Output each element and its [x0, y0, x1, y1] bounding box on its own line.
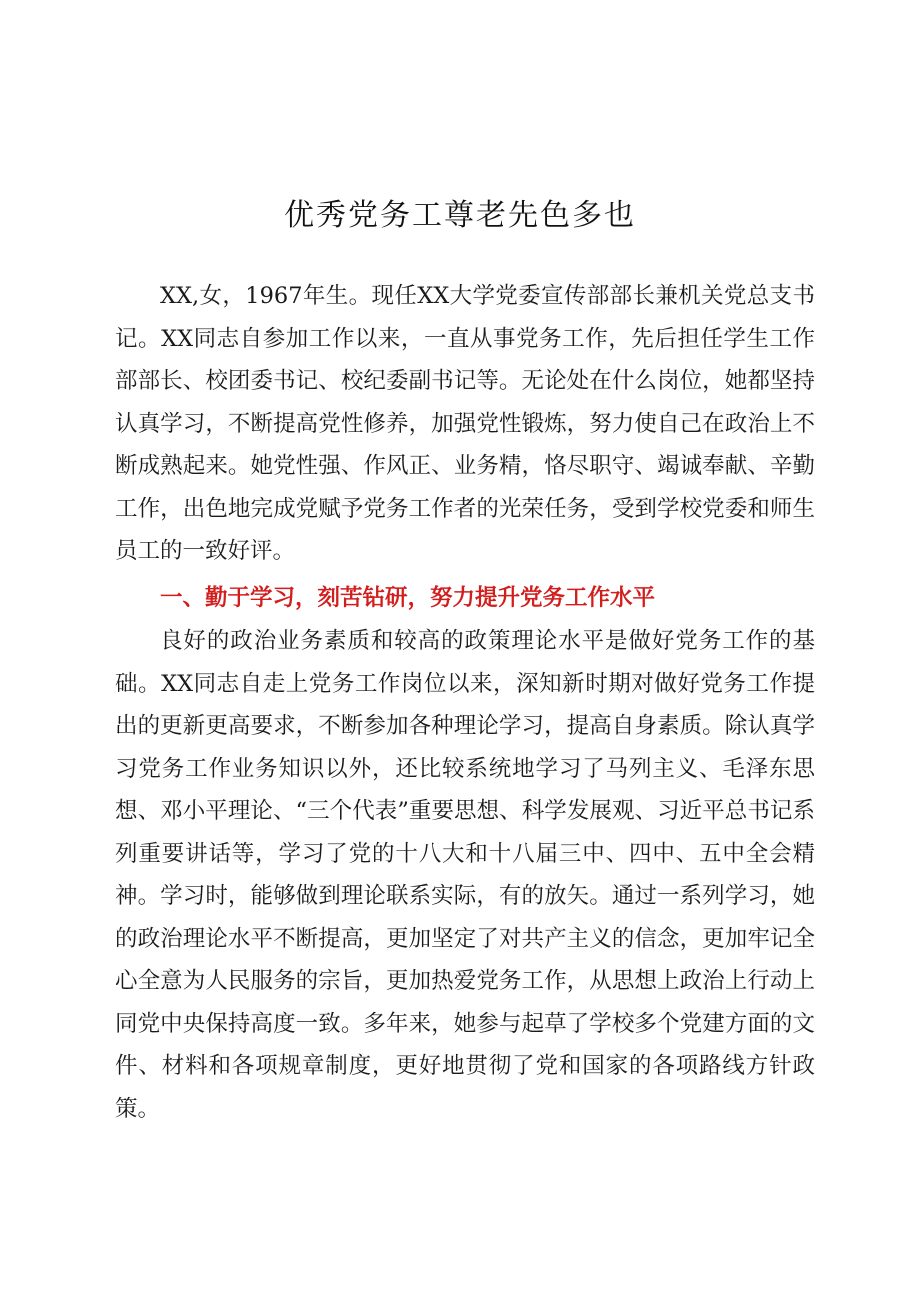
intro-paragraph: XX,女，1967年生。现任XX大学党委宣传部部长兼机关党总支书记。XX同志自参加工作以来，一直从事党务工作，先后担任学生工作部部长、校团委书记、校纪委副书记等。无论处在什么岗位，她都坚持认真学习，不断提高党性修养，加强党性锻炼，努力使自己在政治上不断成熟起来。她党性强、作风正、业务精，恪尽职守、竭诚奉献、辛勤工作，出色地完成党赋予党务工作者的光荣任务，受到学校党委和师生员工的一致好评。 — [115, 283, 815, 564]
document-title: 优秀党务工尊老先色多也 — [284, 198, 636, 233]
section-heading: 一、勤于学习，刻苦钻研，努力提升党务工作水平 — [160, 585, 656, 611]
section-paragraph: 良好的政治业务素质和较高的政策理论水平是做好党务工作的基础。XX同志自走上党务工作岗位以来，深知新时期对做好党务工作提出的更新更高要求，不断参加各种理论学习，提高自身素质。除认真学习党务工作业务知识以外，还比较系统地学习了马列主义、毛泽东思想、邓小平理论、“三个代表”重要思想、科学发展观、习近平总书记系列重要讲话等，学习了党的十八大和十八届三中、四中、五中全会精神。学习时，能够做到理论联系实际，有的放矢。通过一系列学习，她的政治理论水平不断提高，更加坚定了对共产主义的信念，更加牢记全心全意为人民服务的宗旨，更加热爱党务工作，从思想上政治上行动上同党中央保持高度一致。多年来，她参与起草了学校多个党建方面的文件、材料和各项规章制度，更好地贯彻了党和国家的各项路线方针政策。 — [115, 628, 815, 1122]
